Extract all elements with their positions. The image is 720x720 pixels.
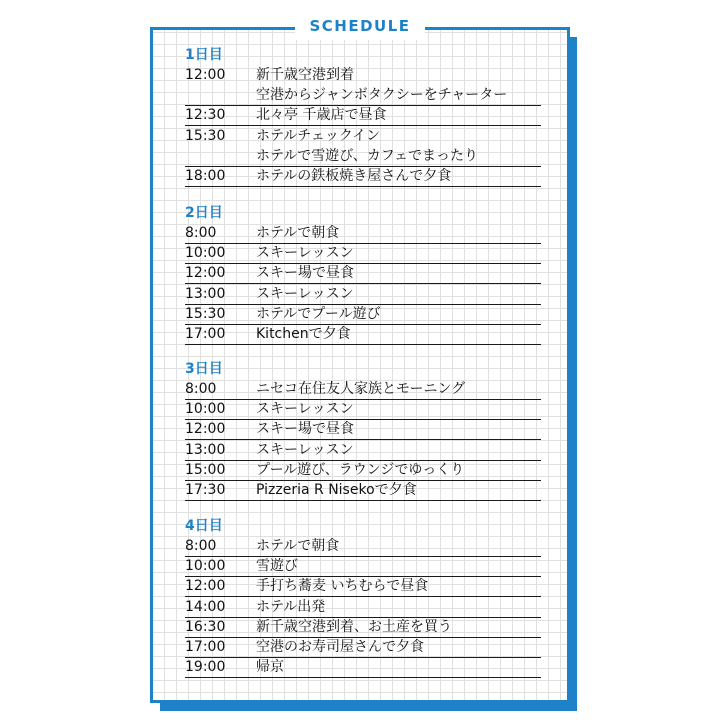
schedule-row: [185, 147, 541, 167]
schedule-time: 12:30: [185, 107, 226, 124]
schedule-row: [185, 638, 541, 658]
schedule-time: 8:00: [185, 381, 217, 397]
schedule-row: [185, 441, 541, 461]
schedule-row: [185, 305, 541, 325]
schedule-activity: スキー場で昼食: [256, 265, 354, 282]
schedule-row: [185, 598, 541, 618]
schedule-time: 12:00: [185, 265, 226, 282]
schedule-activity: Kitchenで夕食: [256, 326, 351, 342]
card-shadow-bottom: [160, 703, 577, 711]
schedule-time: 12:00: [185, 578, 226, 595]
schedule-activity: 手打ち蕎麦 いちむらで昼食: [256, 578, 429, 595]
schedule-activity: ホテルで雪遊び、カフェでまったり: [256, 147, 479, 164]
schedule-time: 12:00: [185, 67, 226, 83]
schedule-time: 17:00: [185, 639, 226, 655]
schedule-activity: ホテルチェックイン: [256, 127, 381, 144]
schedule-row: [185, 557, 541, 577]
schedule-time: 15:00: [185, 461, 226, 478]
schedule-activity: 雪遊び: [256, 558, 298, 575]
schedule-activity: ホテル出発: [256, 598, 326, 615]
schedule-activity: 空港のお寿司屋さんで夕食: [256, 639, 424, 655]
schedule-activity: スキー場で昼食: [256, 421, 354, 438]
schedule-activity: プール遊び、ラウンジでゆっくり: [256, 461, 465, 478]
schedule-row: [185, 481, 541, 501]
schedule-time: 16:30: [185, 618, 226, 635]
schedule-activity: 新千歳空港到着: [256, 67, 354, 83]
schedule-row: [185, 66, 541, 86]
schedule-row: [185, 380, 541, 400]
schedule-row: [185, 167, 541, 187]
schedule-row: [185, 658, 541, 678]
day-heading: 4日目: [185, 518, 223, 534]
schedule-activity: スキーレッスン: [256, 245, 354, 262]
schedule-time: 17:30: [185, 482, 226, 498]
schedule-activity: ホテルで朝食: [256, 538, 340, 554]
day-heading: 2日目: [185, 205, 223, 221]
schedule-activity: スキーレッスン: [256, 441, 354, 458]
schedule-activity: 空港からジャンボタクシーをチャーター: [256, 87, 508, 104]
schedule-time: 18:00: [185, 168, 226, 184]
schedule-row: [185, 86, 541, 106]
schedule-row: [185, 461, 541, 481]
page-title: SCHEDULE: [309, 17, 411, 35]
schedule-activity: ホテルで朝食: [256, 225, 340, 241]
schedule-row: [185, 224, 541, 244]
schedule-time: 13:00: [185, 285, 226, 302]
schedule-row: [185, 244, 541, 264]
day-heading: 3日目: [185, 361, 223, 377]
schedule-row: [185, 264, 541, 284]
schedule-activity: スキーレッスン: [256, 401, 354, 418]
day-heading: 1日目: [185, 47, 223, 63]
schedule-time: 10:00: [185, 558, 226, 575]
title-label: [295, 12, 425, 40]
schedule-row: [185, 420, 541, 440]
schedule-row: [185, 127, 541, 147]
schedule-activity: 新千歳空港到着、お土産を買う: [256, 618, 452, 635]
schedule-time: 17:00: [185, 326, 226, 342]
schedule-row: [185, 577, 541, 597]
schedule-time: 13:00: [185, 441, 226, 458]
schedule-activity: ニセコ在住友人家族とモーニング: [256, 381, 466, 397]
schedule-time: 12:00: [185, 421, 226, 438]
schedule-activity: 北々亭 千歳店で昼食: [256, 107, 387, 124]
card-shadow-right: [570, 37, 577, 711]
schedule-row: [185, 400, 541, 420]
schedule-activity: ホテルでプール遊び: [256, 305, 381, 322]
schedule-activity: Pizzeria R Nisekoで夕食: [256, 482, 417, 498]
schedule-time: 10:00: [185, 245, 226, 262]
schedule-activity: 帰京: [256, 659, 284, 676]
schedule-row: [185, 325, 541, 345]
schedule-time: 10:00: [185, 401, 226, 418]
schedule-time: 8:00: [185, 225, 217, 241]
schedule-row: [185, 537, 541, 557]
schedule-row: [185, 106, 541, 126]
schedule-row: [185, 618, 541, 638]
schedule-activity: スキーレッスン: [256, 285, 354, 302]
schedule-activity: ホテルの鉄板焼き屋さんで夕食: [256, 168, 452, 184]
schedule-time: 8:00: [185, 538, 217, 554]
schedule-time: 15:30: [185, 127, 226, 144]
schedule-time: 15:30: [185, 305, 226, 322]
schedule-time: 19:00: [185, 659, 226, 676]
schedule-time: 14:00: [185, 598, 226, 615]
schedule-row: [185, 285, 541, 305]
